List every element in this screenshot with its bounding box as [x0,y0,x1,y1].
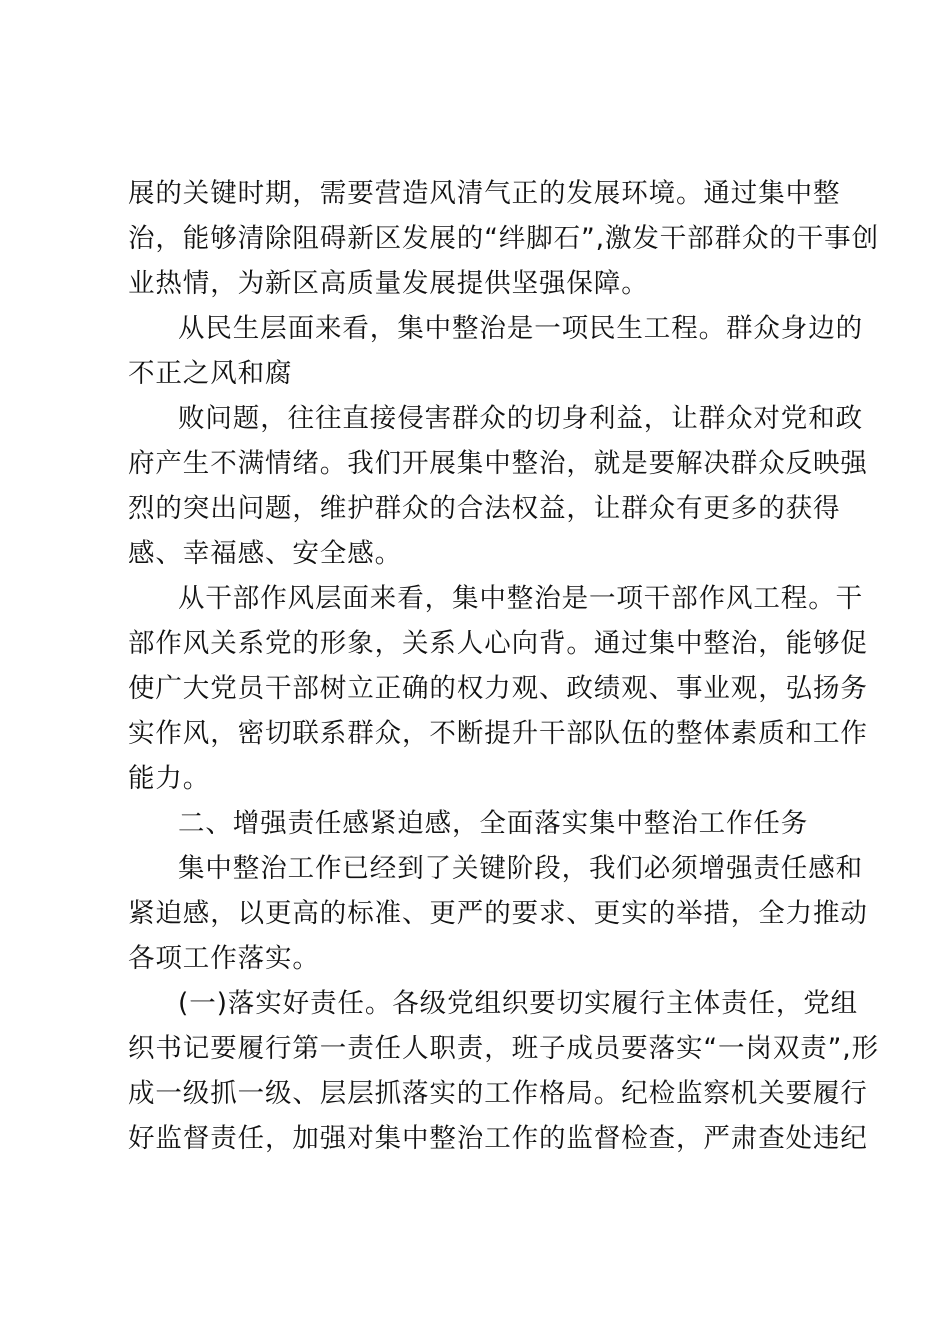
text-line: 织书记要履行第一责任人职责，班子成员要落实“一岗双责”,形 [128,1033,879,1064]
paragraph-first-line: (一)落实好责任。各级党组织要切实履行主体责任，党组 [178,988,859,1019]
text-line: 使广大党员干部树立正确的权力观、政绩观、事业观，弘扬务 [128,673,868,704]
section-heading: 二、增强责任感紧迫感，全面落实集中整治工作任务 [178,808,809,839]
text-line: 实作风，密切联系群众，不断提升干部队伍的整体素质和工作 [128,718,868,749]
text-line: 烈的突出问题，维护群众的合法权益，让群众有更多的获得 [128,493,841,524]
paragraph-first-line: 败问题，往往直接侵害群众的切身利益，让群众对党和政 [178,403,863,434]
paragraph-first-line: 集中整治工作已经到了关键阶段，我们必须增强责任感和 [178,853,863,884]
text-line: 治，能够清除阻碍新区发展的“绊脚石”,激发干部群众的干事创 [128,223,879,254]
text-line: 不正之风和腐 [128,358,293,389]
text-line: 展的关键时期，需要营造风清气正的发展环境。通过集中整 [128,178,841,209]
text-line: 部作风关系党的形象，关系人心向背。通过集中整治，能够促 [128,628,868,659]
text-line: 各项工作落实。 [128,943,320,974]
text-line: 感、幸福感、安全感。 [128,538,402,569]
text-line: 能力。 [128,763,211,794]
paragraph-first-line: 从民生层面来看，集中整治是一项民生工程。群众身边的 [178,313,863,344]
paragraph-first-line: 从干部作风层面来看，集中整治是一项干部作风工程。干 [178,583,863,614]
text-line: 业热情，为新区高质量发展提供坚强保障。 [128,268,649,299]
text-line: 好监督责任，加强对集中整治工作的监督检查，严肃查处违纪 [128,1123,868,1154]
text-line: 紧迫感，以更高的标准、更严的要求、更实的举措，全力推动 [128,898,868,929]
text-line: 府产生不满情绪。我们开展集中整治，就是要解决群众反映强 [128,448,868,479]
text-line: 成一级抓一级、层层抓落实的工作格局。纪检监察机关要履行 [128,1078,868,1109]
